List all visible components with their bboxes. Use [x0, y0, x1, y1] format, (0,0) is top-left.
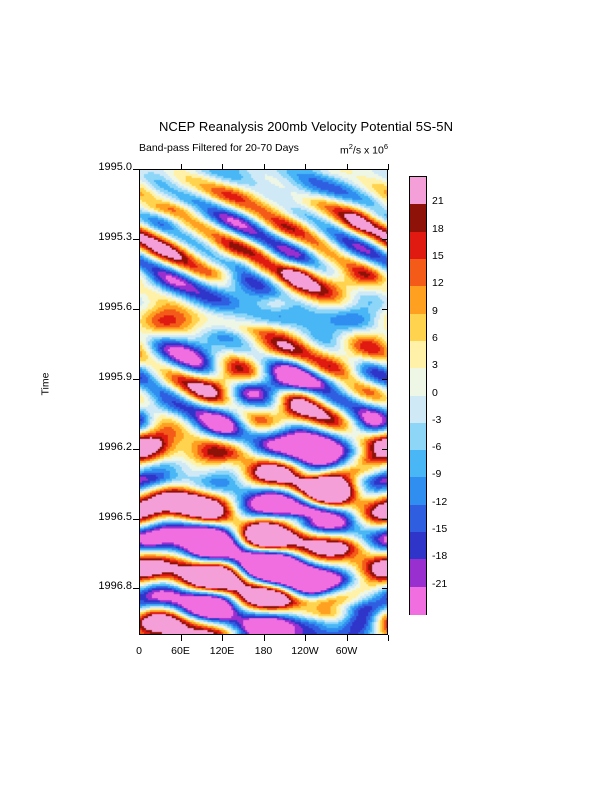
colorbar-tick-label: 3	[432, 359, 438, 372]
colorbar-segment	[410, 396, 426, 424]
x-tick-mark	[347, 635, 348, 641]
x-tick-mark	[181, 635, 182, 641]
y-tick-mark	[382, 379, 388, 380]
colorbar-tick-label: -6	[432, 441, 442, 454]
heatmap-canvas	[140, 170, 387, 634]
x-tick-label: 60W	[335, 645, 358, 657]
x-tick-label: 180	[254, 645, 273, 657]
y-tick-label: 1996.8	[98, 580, 132, 593]
y-tick-mark	[382, 309, 388, 310]
x-tick-mark	[264, 635, 265, 641]
x-tick-label: 60E	[171, 645, 190, 657]
units-exponent: 2	[348, 142, 353, 151]
colorbar-segment	[410, 587, 426, 615]
colorbar-segment	[410, 286, 426, 314]
x-tick-mark	[264, 164, 265, 170]
colorbar-segment	[410, 314, 426, 342]
x-tick-label: 120E	[209, 645, 235, 657]
y-tick-mark	[382, 519, 388, 520]
y-axis-label: Time	[39, 372, 52, 396]
colorbar-tick-label: 21	[432, 195, 444, 208]
x-tick-mark	[222, 635, 223, 641]
hovmoller-plot	[139, 169, 388, 635]
x-tick-mark	[222, 164, 223, 170]
colorbar-segment	[410, 450, 426, 478]
x-tick-label: 120W	[291, 645, 319, 657]
x-tick-mark	[388, 164, 389, 170]
y-tick-label: 1996.5	[98, 510, 132, 523]
y-tick-mark	[133, 519, 139, 520]
colorbar-tick-label: 12	[432, 277, 444, 290]
page-title: NCEP Reanalysis 200mb Velocity Potential 5S-5N	[158, 119, 454, 134]
colorbar-tick-label: -9	[432, 468, 442, 481]
units-label	[340, 142, 388, 157]
y-tick-mark	[382, 449, 388, 450]
colorbar-tick-label: -3	[432, 413, 442, 426]
colorbar-segment	[410, 505, 426, 533]
colorbar-tick-label: 9	[432, 304, 438, 317]
colorbar-tick-label: -15	[432, 523, 448, 536]
y-tick-mark	[382, 239, 388, 240]
colorbar-segment	[410, 341, 426, 369]
y-tick-label: 1996.2	[98, 440, 132, 453]
colorbar-tick-label: 15	[432, 249, 444, 262]
colorbar-segment	[410, 532, 426, 560]
colorbar-segment	[410, 204, 426, 232]
colorbar-segment	[410, 477, 426, 505]
colorbar-tick-label: -18	[432, 550, 448, 563]
colorbar-tick-label: 18	[432, 222, 444, 235]
y-tick-mark	[133, 309, 139, 310]
x-tick-mark	[388, 635, 389, 641]
colorbar-segment	[410, 423, 426, 451]
x-tick-mark	[305, 635, 306, 641]
units-mid: /s x 10	[352, 144, 384, 157]
x-tick-mark	[347, 164, 348, 170]
x-tick-mark	[305, 164, 306, 170]
units-exponent-2: 6	[383, 142, 389, 151]
y-tick-label: 1995.6	[98, 300, 132, 313]
colorbar-tick-label: -12	[432, 495, 448, 508]
colorbar-segment	[410, 232, 426, 260]
x-tick-label: 0	[136, 645, 142, 657]
y-tick-label: 1995.0	[98, 161, 132, 173]
colorbar-tick-label: -21	[432, 577, 448, 590]
x-tick-mark	[181, 164, 182, 170]
colorbar-segment	[410, 177, 426, 205]
units-pre: m	[340, 144, 349, 157]
y-tick-mark	[133, 588, 139, 589]
y-tick-mark	[133, 239, 139, 240]
colorbar-segment	[410, 259, 426, 287]
colorbar-tick-label: 0	[432, 386, 438, 399]
y-tick-mark	[133, 169, 139, 170]
colorbar-segment	[410, 368, 426, 396]
y-tick-mark	[133, 449, 139, 450]
chart-subtitle: Band-pass Filtered for 20-70 Days	[139, 142, 299, 154]
y-tick-label: 1995.9	[98, 370, 132, 383]
y-tick-mark	[382, 588, 388, 589]
colorbar-segment	[410, 559, 426, 587]
colorbar-tick-label: 6	[432, 331, 438, 344]
y-tick-label: 1995.3	[98, 230, 132, 243]
colorbar	[409, 176, 427, 615]
y-tick-mark	[133, 379, 139, 380]
